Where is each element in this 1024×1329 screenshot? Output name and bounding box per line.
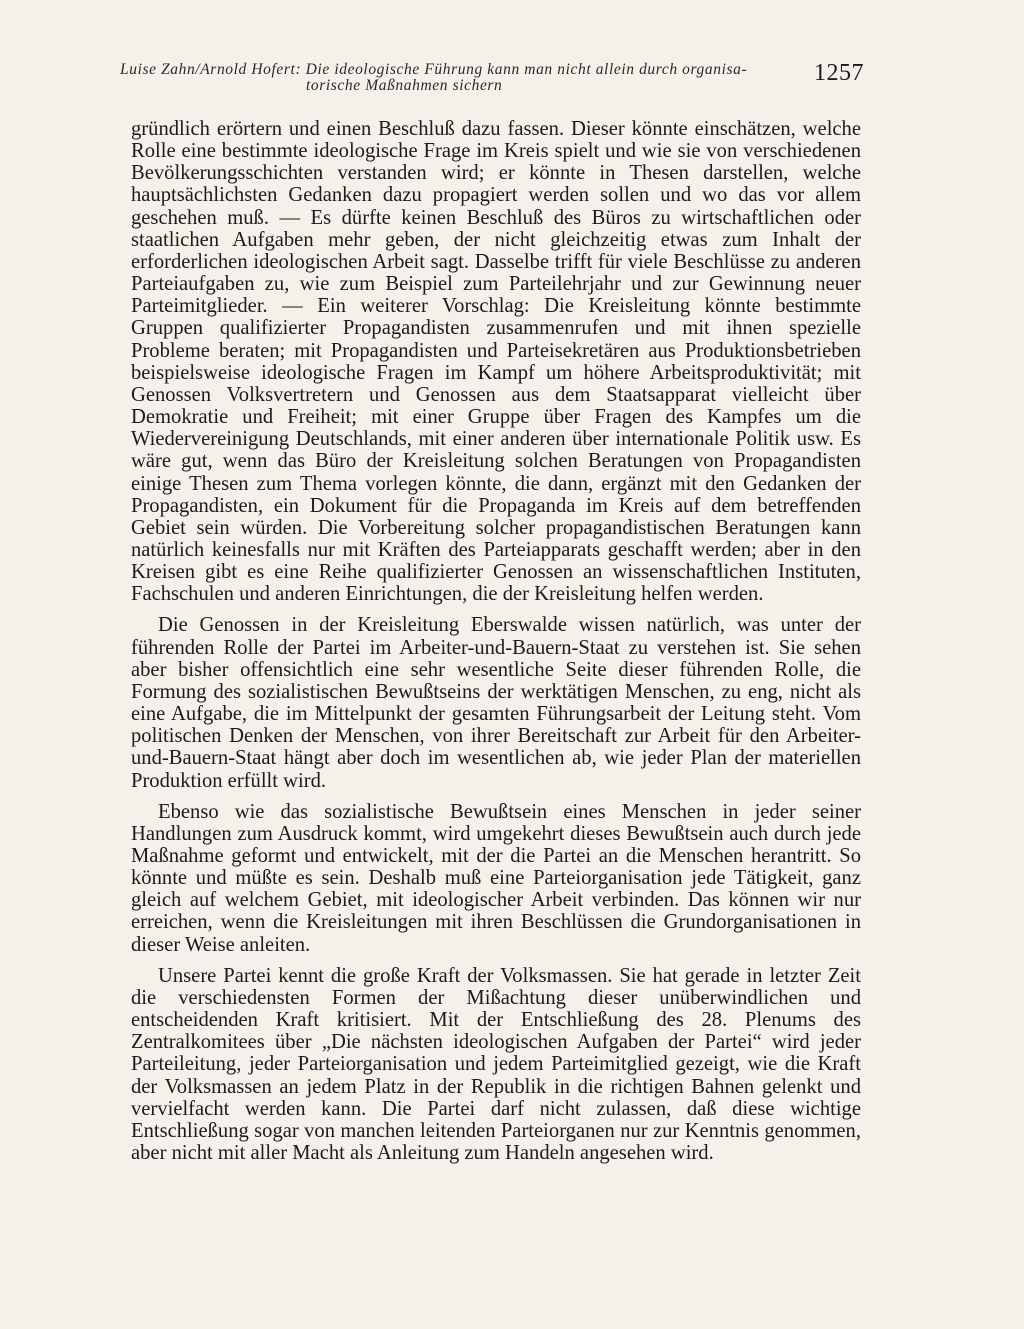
paragraph-volksmassen: Unsere Partei kennt die große Kraft der Volksmassen. Sie hat gerade in letzter Zeit die verschiedensten Formen der Mißachtung dieser unüberwindlichen und entscheidenden Kraft kritisiert. Mit der Entschließung des 28. Plenums des Zentralkomitees über „Die nächsten ideologischen Aufgaben der Partei“ wird jeder Parteileitung, jeder Parteiorganisation und jedem Parteimitglied gezeigt, wie die Kraft der Volksmassen an jedem Platz in der Republik in die richtigen Bahnen gelenkt und vervielfacht werden kann. Die Partei darf nicht zulassen, daß diese wichtige Entschließung sogar von manchen leitenden Parteiorganen nur zur Kenntnis genommen, aber nicht mit aller Macht als Anleitung zum Handeln angesehen wird. <box>131 964 861 1165</box>
running-head-line-1: Luise Zahn/Arnold Hofert: Die ideologische Führung kann man nicht allein durch organisa- <box>120 61 748 78</box>
running-head <box>120 62 810 94</box>
running-head-line-2: torische Maßnahmen sichern <box>306 77 503 94</box>
page-number: 1257 <box>814 60 864 86</box>
paragraph-continued: gründlich erörtern und einen Beschluß dazu fassen. Dieser könnte einschätzen, welche Rolle eine bestimmte ideologische Frage im Kreis spielt und wie sie von verschiedenen Bevölkerungsschichten verstanden wird; er könnte in Thesen darstellen, welche hauptsächlichsten Gedanken dazu propagiert werden sollen und wo das vor allem geschehen muß. — Es dürfte keinen Beschluß des Büros zu wirtschaftlichen oder staatlichen Aufgaben mehr geben, der nicht gleichzeitig etwas zum Inhalt der erforderlichen ideologischen Arbeit sagt. Dasselbe trifft für viele Beschlüsse zu anderen Parteiaufgaben zu, wie zum Beispiel zum Parteilehrjahr und zur Gewinnung neuer Parteimitglieder. — Ein weiterer Vorschlag: Die Kreisleitung könnte bestimmte Gruppen qualifizierter Propagandisten zusammenrufen und mit ihnen spezielle Probleme beraten; mit Propagandisten und Parteisekretären aus Produktionsbetrieben beispielsweise ideologische Fragen im Kampf um höhere Arbeitsproduktivität; mit Genossen Volksvertretern und Genossen aus dem Staatsapparat vielleicht über Demokratie und Freiheit; mit einer Gruppe über Fragen des Kampfes um die Wiedervereinigung Deutschlands, mit einer anderen über internationale Politik usw. Es wäre gut, wenn das Büro der Kreisleitung solchen Beratungen von Propagandisten einige Thesen zum Thema vorlegen könnte, die dann, ergänzt mit den Gedanken der Propagandisten, ein Dokument für die Propaganda im Kreis auf dem betreffenden Gebiet sein würden. Die Vorbereitung solcher propagandistischen Beratungen kann natürlich keinesfalls nur mit Kräften des Parteiapparats geschafft werden; aber in den Kreisen gibt es eine Reihe qualifizierter Genossen an wissenschaftlichen Instituten, Fachschulen und anderen Einrichtungen, die der Kreisleitung helfen werden. <box>131 118 861 606</box>
body-text <box>131 118 861 1173</box>
paragraph-kreisleitung-eberswalde: Die Genossen in der Kreisleitung Eberswalde wissen natürlich, was unter der führenden Rolle der Partei im Arbeiter-und-Bauern-Staat zu verstehen ist. Sie sehen aber bisher offensichtlich eine sehr wesentliche Seite dieser führenden Rolle, die Formung des sozialistischen Bewußtseins der werktätigen Menschen, zu eng, nicht als eine Aufgabe, die im Mittelpunkt der gesamten Führungsarbeit der Leitung steht. Vom politischen Denken der Menschen, von ihrer Bereitschaft zur Arbeit für den Arbeiter-und-Bauern-Staat hängt aber doch im wesentlichen ab, wie jeder Plan der materiellen Produktion erfüllt wird. <box>131 614 861 792</box>
paragraph-bewusstsein: Ebenso wie das sozialistische Bewußtsein eines Menschen in jeder seiner Handlungen zum Ausdruck kommt, wird umgekehrt dieses Bewußtsein auch durch jede Maßnahme geformt und entwickelt, mit der die Partei an die Menschen herantritt. So könnte und müßte es sein. Deshalb muß eine Parteiorganisation jede Tätigkeit, ganz gleich auf welchem Gebiet, mit ideologischer Arbeit verbinden. Das können wir nur erreichen, wenn die Kreisleitungen mit ihren Beschlüssen die Grundorganisationen in dieser Weise anleiten. <box>131 800 861 956</box>
